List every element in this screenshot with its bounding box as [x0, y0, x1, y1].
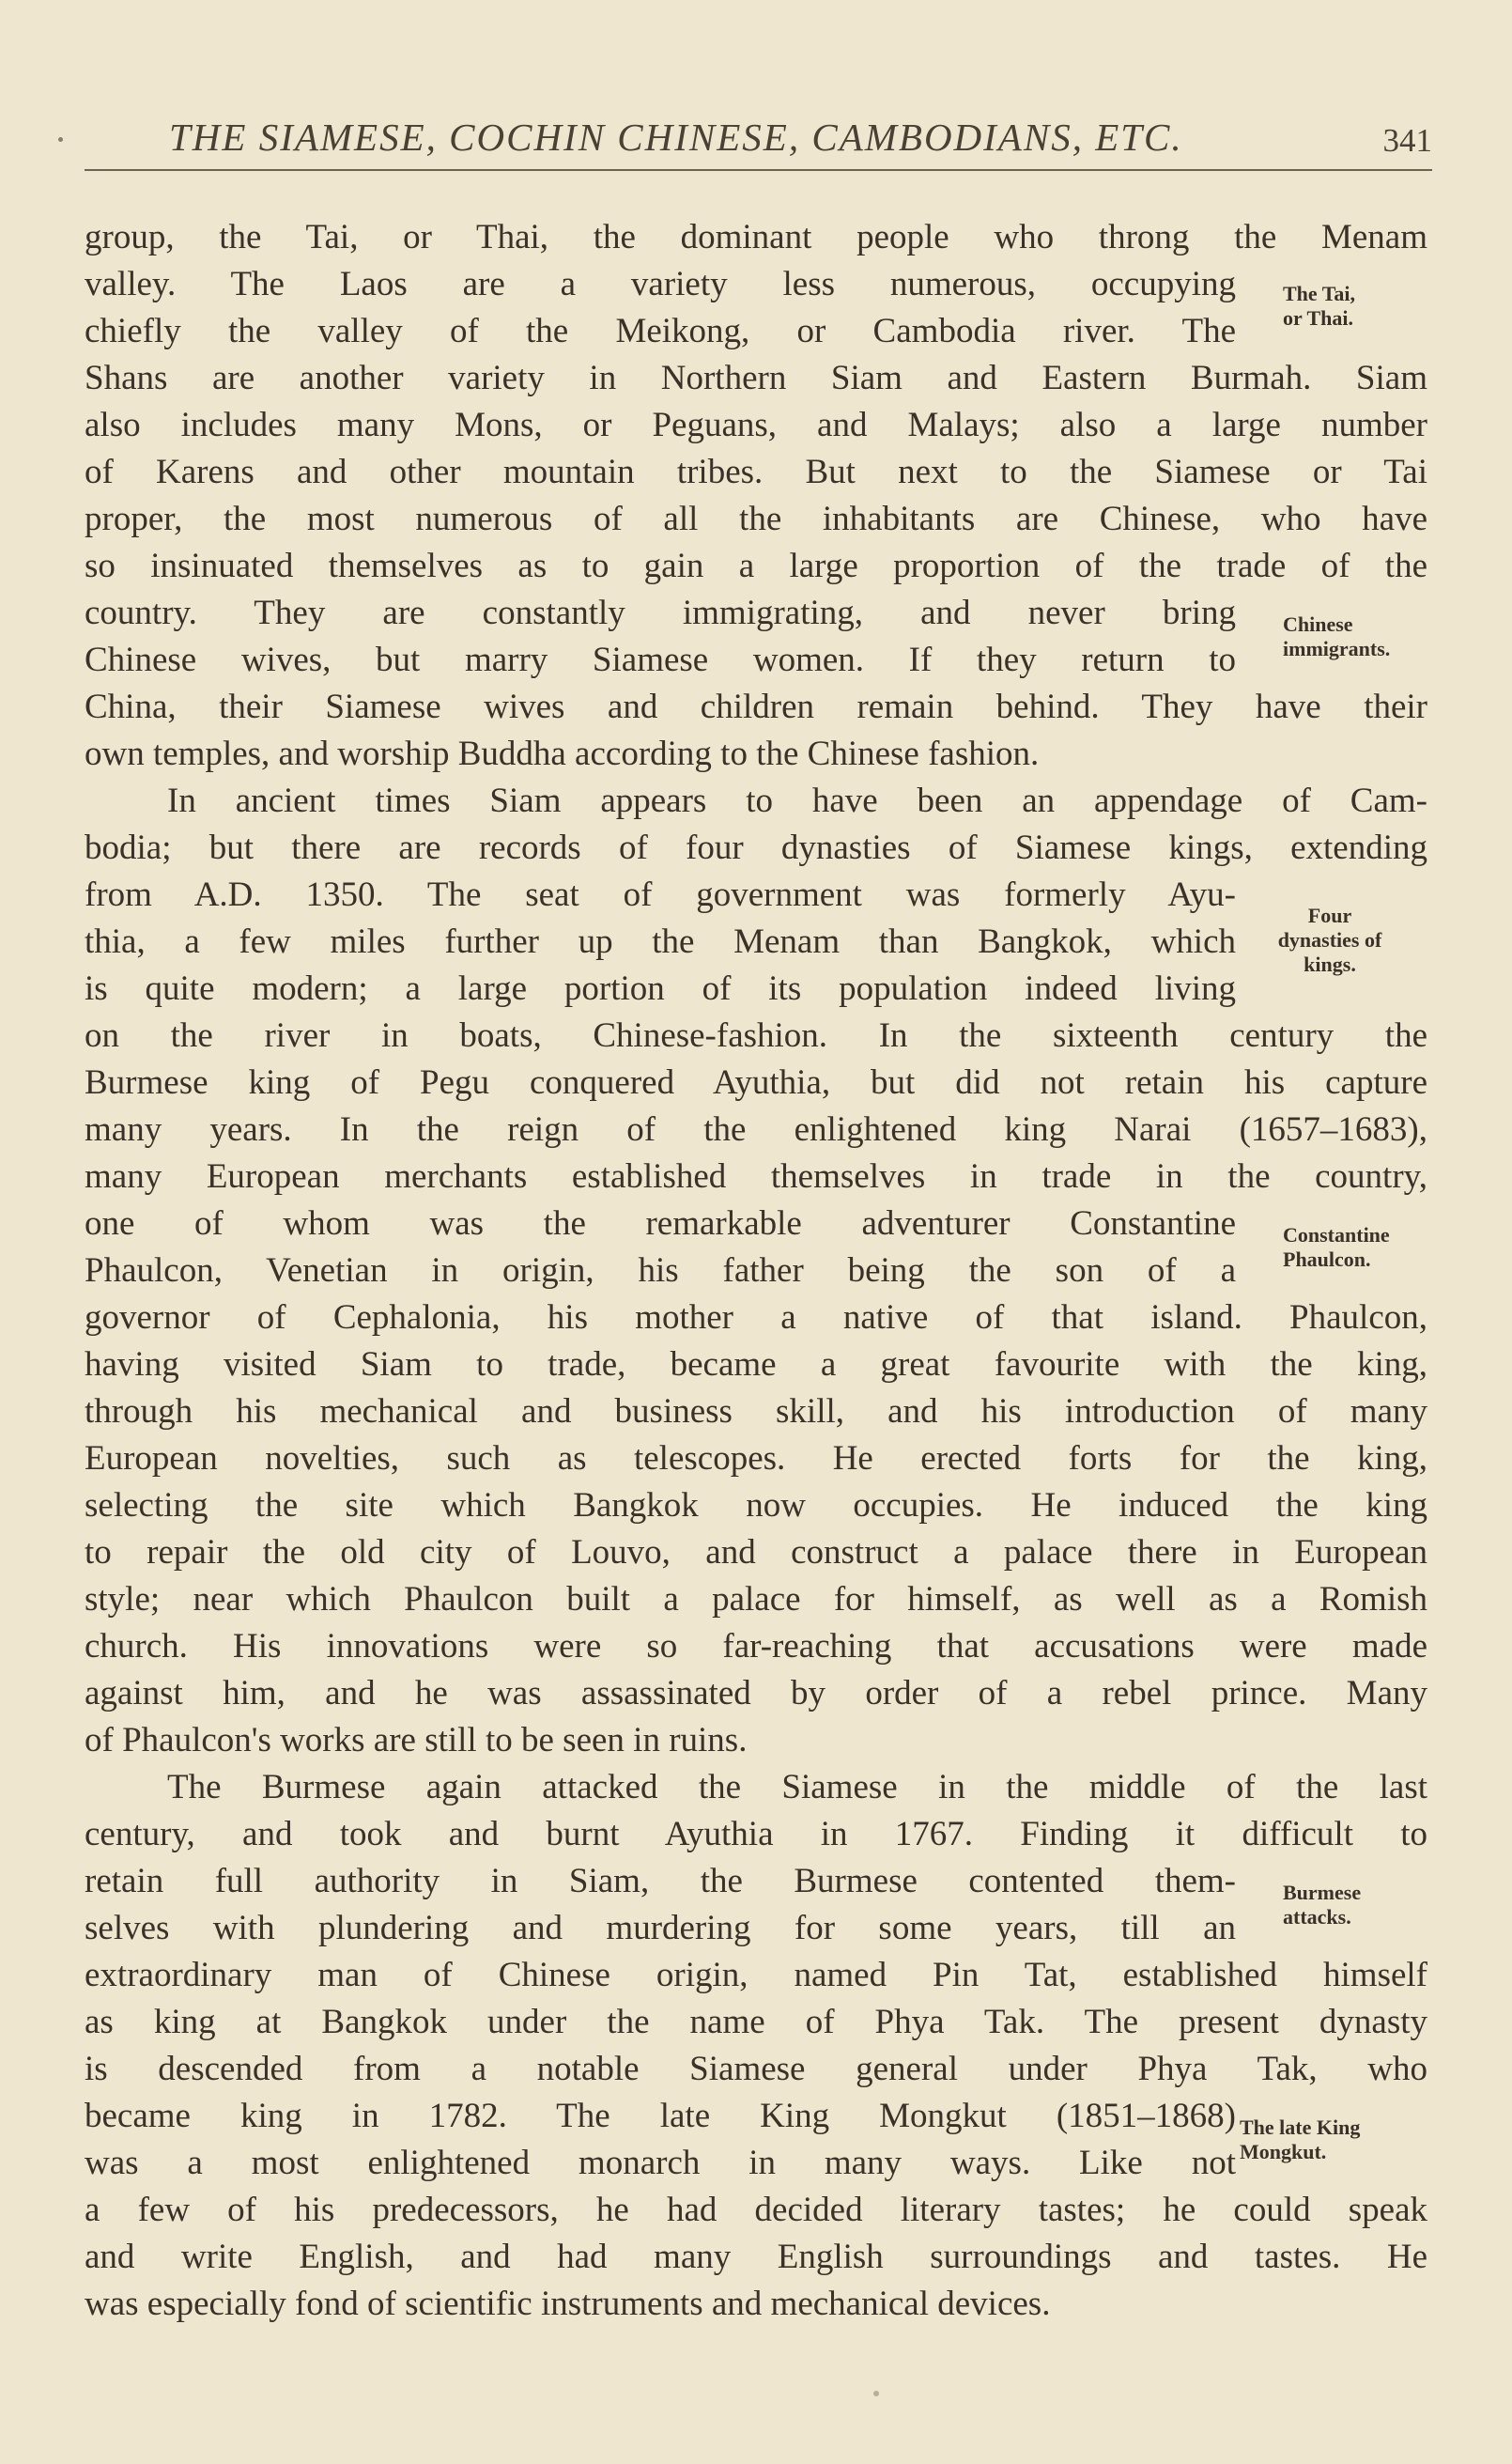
text-line: country. They are constantly immigrating, and never bring	[85, 594, 1236, 632]
side-note-constantine-phaulcon	[1283, 1223, 1390, 1272]
side-note-line: Constantine	[1283, 1223, 1390, 1247]
text-line: style; near which Phaulcon built a palace for himself, as well as a Romish	[85, 1580, 1427, 1619]
text-line: group, the Tai, or Thai, the dominant people who throng the Menam	[85, 218, 1427, 256]
side-note-line: The Tai,	[1283, 282, 1356, 305]
text-line: century, and took and burnt Ayuthia in 1767. Finding it difficult to	[85, 1815, 1427, 1853]
text-line: having visited Siam to trade, became a great favourite with the king,	[85, 1345, 1427, 1384]
page-number: 341	[1382, 122, 1432, 159]
side-note-tai	[1283, 282, 1355, 331]
text-line: of Karens and other mountain tribes. But next to the Siamese or Tai	[85, 453, 1427, 491]
text-line: Shans are another variety in Northern Siam and Eastern Burmah. Siam	[85, 359, 1427, 397]
paper-speck	[873, 2391, 879, 2396]
side-note-line: Phaulcon.	[1283, 1247, 1371, 1271]
text-line: European novelties, such as telescopes. He erected forts for the king,	[85, 1439, 1427, 1478]
text-line: one of whom was the remarkable adventurer Constantine	[85, 1204, 1236, 1243]
side-note-burmese-attacks	[1283, 1881, 1361, 1929]
text-line: proper, the most numerous of all the inhabitants are Chinese, who have	[85, 500, 1427, 538]
side-note-line: immigrants.	[1283, 637, 1391, 660]
side-note-line: attacks.	[1283, 1905, 1351, 1929]
text-line: extraordinary man of Chinese origin, named Pin Tat, established himself	[85, 1956, 1427, 1994]
text-line: against him, and he was assassinated by order of a rebel prince. Many	[85, 1674, 1427, 1712]
side-note-line: Four	[1307, 904, 1352, 927]
text-line: governor of Cephalonia, his mother a native of that island. Phaulcon,	[85, 1298, 1427, 1337]
text-line: from A.D. 1350. The seat of government was formerly Ayu-	[85, 876, 1236, 914]
text-line: church. His innovations were so far-reaching that accusations were made	[85, 1627, 1427, 1666]
text-line: selecting the site which Bangkok now occupies. He induced the king	[85, 1486, 1427, 1525]
side-note-line: Burmese	[1283, 1881, 1362, 1904]
text-line: so insinuated themselves as to gain a large proportion of the trade of the	[85, 547, 1427, 585]
text-line: many years. In the reign of the enlightened king Narai (1657–1683),	[85, 1110, 1427, 1149]
text-line: China, their Siamese wives and children remain behind. They have their	[85, 688, 1427, 726]
text-line: on the river in boats, Chinese-fashion. In the sixteenth century the	[85, 1016, 1427, 1055]
text-line: chiefly the valley of the Meikong, or Cambodia river. The	[85, 312, 1236, 350]
text-line: Phaulcon, Venetian in origin, his father being the son of a	[85, 1251, 1236, 1290]
side-note-line: The late King	[1240, 2115, 1361, 2139]
text-line: retain full authority in Siam, the Burmese contented them-	[85, 1862, 1236, 1900]
side-note-king-mongkut	[1240, 2115, 1360, 2164]
text-line: selves with plundering and murdering for some years, till an	[85, 1909, 1236, 1947]
text-line: and write English, and had many English surroundings and tastes. He	[85, 2238, 1427, 2276]
text-line: The Burmese again attacked the Siamese in the middle of the last	[167, 1768, 1427, 1806]
text-line: was a most enlightened monarch in many ways. Like not	[85, 2144, 1236, 2182]
text-line: In ancient times Siam appears to have been an appendage of Cam-	[167, 782, 1427, 820]
text-line: thia, a few miles further up the Menam than Bangkok, which	[85, 922, 1236, 961]
side-note-four-dynasties	[1245, 904, 1414, 977]
text-line: is descended from a notable Siamese general under Phya Tak, who	[85, 2050, 1427, 2088]
text-line: also includes many Mons, or Peguans, and Malays; also a large number	[85, 406, 1427, 444]
side-note-line: dynasties of	[1277, 928, 1382, 952]
text-line: as king at Bangkok under the name of Phya Tak. The present dynasty	[85, 2003, 1427, 2041]
running-header	[85, 111, 1432, 171]
text-line: was especially fond of scientific instruments and mechanical devices.	[85, 2285, 1051, 2323]
text-line: became king in 1782. The late King Mongkut (1851–1868)	[85, 2097, 1236, 2135]
side-note-line: Chinese	[1283, 612, 1353, 636]
side-note-line: kings.	[1304, 953, 1356, 976]
side-note-chinese-immigrants	[1283, 612, 1390, 661]
header-ornament-dot	[58, 137, 63, 142]
text-line: Burmese king of Pegu conquered Ayuthia, but did not retain his capture	[85, 1063, 1427, 1102]
text-line: own temples, and worship Buddha according to the Chinese fashion.	[85, 735, 1040, 773]
text-line: a few of his predecessors, he had decided literary tastes; he could speak	[85, 2191, 1427, 2229]
text-line: is quite modern; a large portion of its population indeed living	[85, 969, 1236, 1008]
text-line: many European merchants established themselves in trade in the country,	[85, 1157, 1427, 1196]
text-line: bodia; but there are records of four dynasties of Siamese kings, extending	[85, 829, 1427, 867]
side-note-line: Mongkut.	[1240, 2140, 1327, 2163]
text-line: Chinese wives, but marry Siamese women. If they return to	[85, 641, 1236, 679]
text-line: valley. The Laos are a variety less numerous, occupying	[85, 265, 1236, 303]
text-line: to repair the old city of Louvo, and construct a palace there in European	[85, 1533, 1427, 1572]
text-line: through his mechanical and business skill, and his introduction of many	[85, 1392, 1427, 1431]
side-note-line: or Thai.	[1283, 306, 1353, 330]
text-line: of Phaulcon's works are still to be seen in ruins.	[85, 1721, 748, 1759]
running-title: THE SIAMESE, COCHIN CHINESE, CAMBODIANS, ETC.	[169, 116, 1183, 159]
